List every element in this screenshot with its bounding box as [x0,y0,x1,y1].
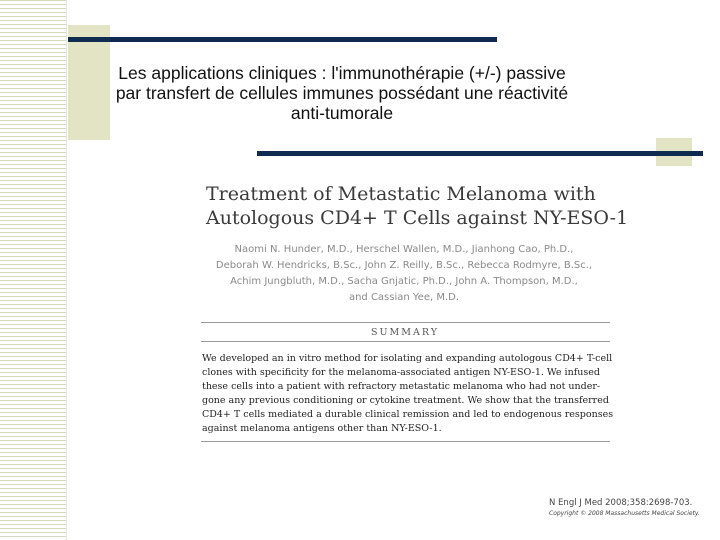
summary-line: against melanoma antigens other than NY-ESO-1. [202,423,442,434]
article-title-line: Autologous CD4+ T Cells against NY-ESO-1 [206,207,629,229]
summary-heading: SUMMARY [371,327,439,338]
slide-title-line: par transfert de cellules immunes possédant une réactivité [115,83,569,103]
author-line: and Cassian Yee, M.D. [348,292,460,303]
author-line: Achim Jungbluth, M.D., Sacha Gnjatic, Ph.D., John A. Thompson, M.D., [230,276,578,287]
slide-title [112,63,572,123]
summary-rule-top [201,322,610,323]
summary-line: CD4+ T cells mediated a durable clinical remission and led to endogenous responses [202,409,614,420]
summary-rule-middle [201,341,610,342]
title-bar-bottom [257,151,703,156]
title-bar-top [68,37,497,42]
citation-reference: N Engl J Med 2008;358:2698-703. [549,498,693,508]
author-line: Deborah W. Hendricks, B.Sc., John Z. Reilly, B.Sc., Rebecca Rodmyre, B.Sc., [215,260,593,271]
summary-rule-bottom [201,441,610,442]
citation [549,497,709,519]
decor-square-top [68,25,110,140]
slide-title-line: anti-tumorale [290,103,394,123]
summary-line: We developed an in vitro method for isolating and expanding autologous CD4+ T-cell [202,353,613,364]
slide-title-line: Les applications cliniques : l'immunothérapie (+/-) passive [118,63,566,83]
left-stripe-decoration [0,0,67,540]
summary-line: clones with specificity for the melanoma-associated antigen NY-ESO-1. We infused [202,367,600,378]
article-title-line: Treatment of Metastatic Melanoma with [206,183,596,205]
summary-body [202,352,612,436]
article-authors [214,242,594,306]
author-line: Naomi N. Hunder, M.D., Herschel Wallen, M.D., Jianhong Cao, Ph.D., [234,244,574,255]
summary-line: these cells into a patient with refractory metastatic melanoma who had not under- [202,381,601,392]
summary-line: gone any previous conditioning or cytokine treatment. We show that the transferred [202,395,609,406]
article-title [206,182,629,230]
citation-copyright: Copyright © 2008 Massachusetts Medical Society. [549,510,700,517]
